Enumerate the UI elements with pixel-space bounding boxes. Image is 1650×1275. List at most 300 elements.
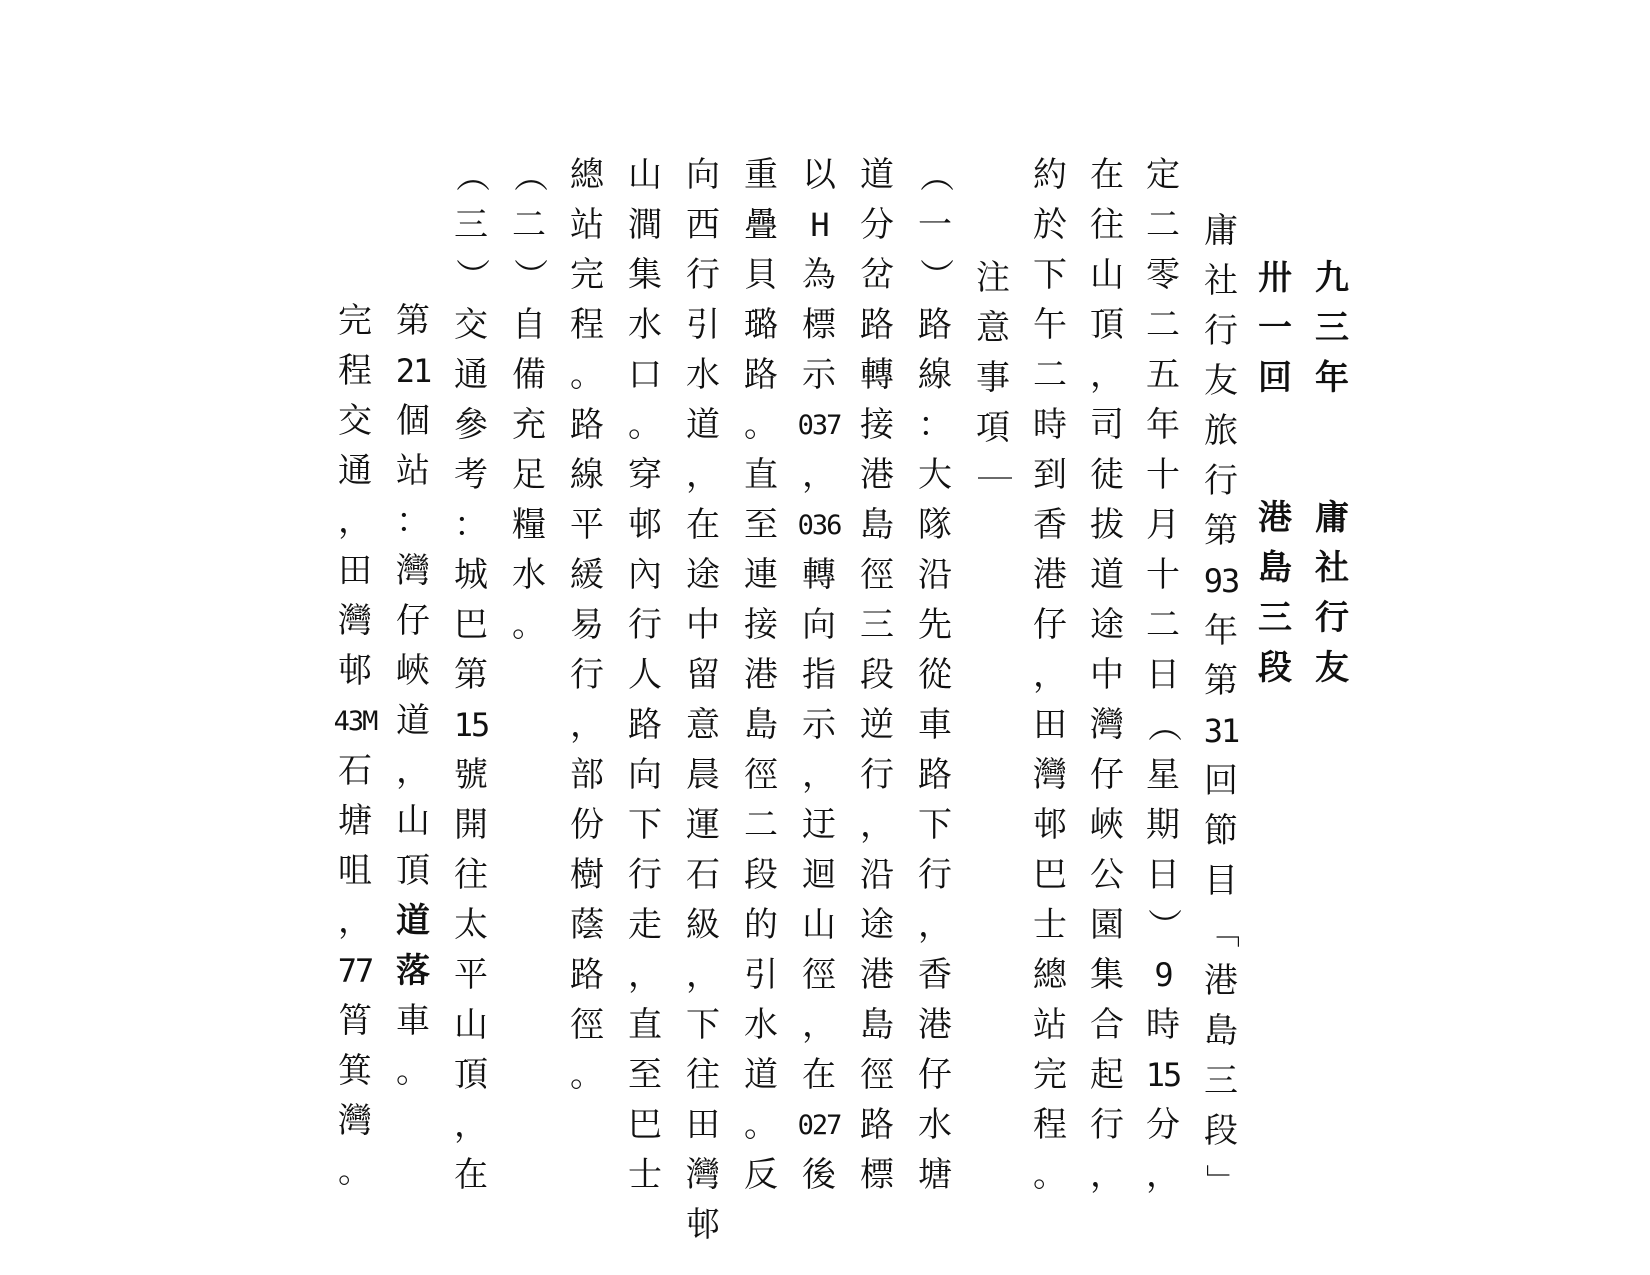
text-char: 沿 — [918, 555, 952, 595]
text-char: 路 — [918, 305, 952, 345]
text-char: 大 — [918, 455, 952, 495]
text-char: 水 — [744, 1005, 778, 1045]
text-char: 五 — [1146, 355, 1180, 395]
text-char: 山 — [802, 905, 836, 945]
text-char: 。 — [744, 405, 778, 445]
text-char: 往 — [686, 1055, 720, 1095]
text-char: 下 — [1033, 255, 1067, 295]
text-char: 總 — [570, 155, 604, 195]
text-char: 示 — [802, 355, 836, 395]
text-char: 塘 — [918, 1155, 952, 1195]
text-char: ｜ — [973, 461, 1013, 495]
text-char: 樹 — [570, 855, 604, 895]
text-char: 石 — [338, 751, 372, 791]
text-char: 。 — [570, 355, 604, 395]
text-char: 園 — [1090, 905, 1124, 945]
text-char: 灣 — [338, 1101, 372, 1141]
text-char: 仔 — [1090, 755, 1124, 795]
text-char: 行 — [628, 855, 662, 895]
text-column-item1-5 — [674, 150, 732, 1250]
text-char: 的 — [744, 905, 778, 945]
text-char: 三 — [860, 605, 894, 645]
text-char: 石 — [686, 855, 720, 895]
text-char: ， — [1090, 1155, 1124, 1195]
text-char: 行 — [628, 605, 662, 645]
text-char: 037 — [797, 409, 841, 441]
header-column-header-club — [1303, 493, 1361, 693]
text-char: 峽 — [1090, 805, 1124, 845]
text-char: 徑 — [802, 955, 836, 995]
text-char: 77 — [337, 952, 373, 990]
text-char: 連 — [744, 555, 778, 595]
text-char: 。 — [396, 1051, 430, 1091]
text-char: 集 — [1090, 955, 1124, 995]
text-char: 平 — [570, 505, 604, 545]
text-char: 邨 — [338, 651, 372, 691]
text-char: 接 — [860, 405, 894, 445]
text-char: 徑 — [570, 1005, 604, 1045]
text-char: 直 — [744, 455, 778, 495]
text-char: 行 — [860, 755, 894, 795]
text-char: 93 — [1203, 562, 1239, 600]
text-char: 第 — [396, 301, 430, 341]
text-column-item2 — [500, 150, 558, 650]
text-char: 田 — [338, 551, 372, 591]
text-char: 引 — [744, 955, 778, 995]
text-char: 田 — [1033, 705, 1067, 745]
text-char: ： — [454, 505, 488, 545]
text-char: （ — [509, 158, 549, 192]
text-char: 島 — [1204, 1011, 1238, 1051]
text-char: 路 — [628, 705, 662, 745]
text-char: H — [810, 206, 828, 244]
text-char: 至 — [744, 505, 778, 545]
text-char: 完 — [570, 255, 604, 295]
text-char: 三 — [1204, 1061, 1238, 1101]
text-char: ， — [686, 955, 720, 995]
text-char: ， — [1090, 355, 1124, 395]
text-char: ， — [338, 501, 372, 541]
text-char: 糧 — [512, 505, 546, 545]
text-char: 二 — [512, 205, 546, 245]
text-column-item1-3 — [790, 150, 848, 1200]
text-char: 站 — [1033, 1005, 1067, 1045]
text-char: ， — [1033, 655, 1067, 695]
text-char: 中 — [686, 605, 720, 645]
text-char: 向 — [686, 155, 720, 195]
text-char: 個 — [396, 401, 430, 441]
text-char: 年 — [1204, 611, 1238, 651]
text-char: 回 — [1258, 358, 1292, 398]
text-char: 仔 — [396, 601, 430, 641]
text-char: 口 — [628, 355, 662, 395]
text-char: 晨 — [686, 755, 720, 795]
text-char: 引 — [686, 305, 720, 345]
text-char: 21 — [395, 352, 431, 390]
text-char: ， — [802, 1005, 836, 1045]
text-char: 道 — [744, 1055, 778, 1095]
text-char: 灣 — [396, 551, 430, 591]
text-char: 頂 — [396, 851, 430, 891]
text-char: ） — [1143, 908, 1183, 942]
text-char: 集 — [628, 255, 662, 295]
text-char: 一 — [1258, 308, 1292, 348]
text-char: 合 — [1090, 1005, 1124, 1045]
text-char: 行 — [918, 855, 952, 895]
text-char: 友 — [1315, 648, 1349, 688]
text-char: 回 — [1204, 761, 1238, 801]
text-char: 線 — [918, 355, 952, 395]
text-char: 在 — [454, 1155, 488, 1195]
text-char: 太 — [454, 905, 488, 945]
text-char: 示 — [802, 705, 836, 745]
text-char: 9 — [1154, 956, 1172, 994]
text-char: 車 — [396, 1001, 430, 1041]
text-char: 邨 — [686, 1205, 720, 1245]
text-char: 指 — [802, 655, 836, 695]
text-char: 頂 — [1090, 305, 1124, 345]
text-char: 轉 — [802, 555, 836, 595]
text-char: 15 — [453, 706, 489, 744]
text-char: 線 — [570, 455, 604, 495]
text-char: 友 — [1204, 361, 1238, 401]
text-char: 十 — [1146, 555, 1180, 595]
text-char: 道 — [1090, 555, 1124, 595]
text-char: 段 — [1258, 648, 1292, 688]
text-char: 下 — [628, 805, 662, 845]
text-char: 036 — [797, 509, 841, 541]
text-char: 總 — [1033, 955, 1067, 995]
text-char: 下 — [686, 1005, 720, 1045]
text-char: 下 — [918, 805, 952, 845]
text-char: 。 — [338, 1151, 372, 1191]
text-char: 港 — [744, 655, 778, 695]
text-char: 起 — [1090, 1055, 1124, 1095]
text-char: 直 — [628, 1005, 662, 1045]
text-column-item1-1 — [906, 150, 964, 1200]
text-char: 島 — [860, 1005, 894, 1045]
text-char: 徑 — [860, 555, 894, 595]
text-column-intro-3 — [1078, 150, 1136, 1200]
text-char: 道 — [860, 155, 894, 195]
text-char: 山 — [454, 1005, 488, 1045]
text-char: 疊 — [744, 205, 778, 245]
text-char: 西 — [686, 205, 720, 245]
text-char: 徑 — [860, 1055, 894, 1095]
text-char: 港 — [918, 1005, 952, 1045]
text-char: 行 — [570, 655, 604, 695]
text-char: 岔 — [860, 255, 894, 295]
text-char: 三 — [454, 205, 488, 245]
text-char: 期 — [1146, 805, 1180, 845]
text-char: （ — [915, 158, 955, 192]
text-char: 二 — [744, 805, 778, 845]
text-char: 水 — [918, 1105, 952, 1145]
text-char: 港 — [860, 455, 894, 495]
text-char: 通 — [454, 355, 488, 395]
text-char: 中 — [1090, 655, 1124, 695]
text-char: 分 — [1146, 1105, 1180, 1145]
text-char: 行 — [1090, 1105, 1124, 1145]
text-char: 目 — [1204, 861, 1238, 901]
text-char: 在 — [1090, 155, 1124, 195]
text-char: 香 — [918, 955, 952, 995]
text-char: 二 — [1146, 605, 1180, 645]
text-char: 二 — [1033, 355, 1067, 395]
text-char: ， — [628, 955, 662, 995]
text-char: 士 — [628, 1155, 662, 1195]
text-char: 以 — [802, 155, 836, 195]
text-char: 時 — [1146, 1005, 1180, 1045]
text-char: 到 — [1033, 455, 1067, 495]
text-char: 緩 — [570, 555, 604, 595]
text-char: 月 — [1146, 505, 1180, 545]
text-char: 午 — [1033, 305, 1067, 345]
text-char: 段 — [744, 855, 778, 895]
text-char: 意 — [686, 705, 720, 745]
text-char: 道 — [686, 405, 720, 445]
text-char: 二 — [1146, 305, 1180, 345]
text-char: 自 — [512, 305, 546, 345]
text-char: 旅 — [1204, 411, 1238, 451]
text-char: 考 — [454, 455, 488, 495]
text-char: 站 — [396, 451, 430, 491]
text-column-intro-2 — [1134, 150, 1192, 1200]
text-char: 穿 — [628, 455, 662, 495]
text-char: 完 — [1033, 1055, 1067, 1095]
text-char: 塘 — [338, 801, 372, 841]
text-char: 事 — [976, 358, 1010, 398]
text-char: 灣 — [1033, 755, 1067, 795]
text-char: 港 — [1033, 555, 1067, 595]
text-char: 43M — [333, 705, 377, 737]
text-char: 車 — [918, 705, 952, 745]
text-char: 山 — [628, 155, 662, 195]
text-column-item1-6 — [616, 150, 674, 1200]
text-char: 完 — [338, 301, 372, 341]
text-char: ： — [396, 501, 430, 541]
text-char: 咀 — [338, 851, 372, 891]
text-char: 31 — [1203, 712, 1239, 750]
text-char: 向 — [802, 605, 836, 645]
text-char: 田 — [686, 1105, 720, 1145]
text-column-notice-title — [964, 253, 1022, 503]
text-char: 約 — [1033, 155, 1067, 195]
text-char: 路 — [918, 755, 952, 795]
header-column-header-route — [1246, 493, 1304, 693]
text-char: 站 — [570, 205, 604, 245]
text-char: 香 — [1033, 505, 1067, 545]
text-column-intro-1 — [1192, 206, 1250, 1206]
text-char: 備 — [512, 355, 546, 395]
text-char: 九 — [1315, 258, 1349, 298]
text-char: 仔 — [918, 1055, 952, 1095]
text-char: 途 — [1090, 605, 1124, 645]
text-char: 零 — [1146, 255, 1180, 295]
text-char: 璐 — [744, 305, 778, 345]
text-char: ， — [802, 755, 836, 795]
text-char: 沿 — [860, 855, 894, 895]
text-char: 行 — [686, 255, 720, 295]
text-char: 巴 — [628, 1105, 662, 1145]
text-column-item3-1 — [442, 150, 500, 1200]
text-char: 三 — [1315, 308, 1349, 348]
text-char: 轉 — [860, 355, 894, 395]
text-char: 在 — [802, 1055, 836, 1095]
text-char: 道 — [396, 901, 430, 941]
text-char: 港 — [1258, 498, 1292, 538]
text-char: 通 — [338, 451, 372, 491]
text-char: ） — [451, 258, 491, 292]
text-char: 庸 — [1204, 211, 1238, 251]
text-char: 內 — [628, 555, 662, 595]
text-char: 節 — [1204, 811, 1238, 851]
text-char: ： — [918, 405, 952, 445]
text-char: （ — [451, 158, 491, 192]
text-char: 年 — [1146, 405, 1180, 445]
text-char: 第 — [1204, 661, 1238, 701]
text-char: 第 — [454, 655, 488, 695]
text-char: 意 — [976, 308, 1010, 348]
text-char: ） — [509, 258, 549, 292]
text-char: 先 — [918, 605, 952, 645]
text-char: 迴 — [802, 855, 836, 895]
text-char: 城 — [454, 555, 488, 595]
text-char: 島 — [1258, 548, 1292, 588]
text-char: 士 — [1033, 905, 1067, 945]
text-char: 在 — [686, 505, 720, 545]
text-char: 於 — [1033, 205, 1067, 245]
text-char: 程 — [1033, 1105, 1067, 1145]
text-char: 社 — [1315, 548, 1349, 588]
text-char: 庸 — [1315, 498, 1349, 538]
text-char: ， — [802, 455, 836, 495]
text-char: 充 — [512, 405, 546, 445]
text-char: 至 — [628, 1055, 662, 1095]
text-char: 為 — [802, 255, 836, 295]
text-char: 易 — [570, 605, 604, 645]
text-char: 途 — [686, 555, 720, 595]
text-char: 灣 — [686, 1155, 720, 1195]
text-char: 路 — [570, 405, 604, 445]
text-char: 「 — [1201, 914, 1241, 948]
text-char: 邨 — [1033, 805, 1067, 845]
text-char: ） — [915, 258, 955, 292]
text-char: 一 — [918, 205, 952, 245]
text-char: 逆 — [860, 705, 894, 745]
text-char: 注 — [976, 258, 1010, 298]
text-char: 交 — [454, 305, 488, 345]
text-char: 開 — [454, 805, 488, 845]
text-char: 段 — [1204, 1111, 1238, 1151]
text-char: 迂 — [802, 805, 836, 845]
text-column-item3-3 — [326, 296, 384, 1196]
text-char: 貝 — [744, 255, 778, 295]
text-char: 反 — [744, 1155, 778, 1195]
text-char: 行 — [1204, 461, 1238, 501]
text-char: 分 — [860, 205, 894, 245]
text-char: 路 — [744, 355, 778, 395]
text-char: ， — [1146, 1155, 1180, 1195]
text-char: ， — [918, 905, 952, 945]
text-char: 三 — [1258, 598, 1292, 638]
text-char: 往 — [454, 855, 488, 895]
text-char: 二 — [1146, 205, 1180, 245]
text-char: 定 — [1146, 155, 1180, 195]
text-column-item1-4 — [732, 150, 790, 1200]
text-char: 路 — [860, 305, 894, 345]
text-char: 第 — [1204, 511, 1238, 551]
text-char: 。 — [1033, 1155, 1067, 1195]
text-char: 交 — [338, 401, 372, 441]
text-char: ， — [860, 805, 894, 845]
text-char: 人 — [628, 655, 662, 695]
text-char: 日 — [1146, 855, 1180, 895]
text-char: 十 — [1146, 455, 1180, 495]
text-column-item1-2 — [848, 150, 906, 1200]
text-char: 仔 — [1033, 605, 1067, 645]
text-char: 留 — [686, 655, 720, 695]
text-char: 島 — [860, 505, 894, 545]
text-char: 程 — [338, 351, 372, 391]
text-char: 。 — [628, 405, 662, 445]
text-char: 從 — [918, 655, 952, 695]
text-char: 蔭 — [570, 905, 604, 945]
text-char: 程 — [570, 305, 604, 345]
text-char: 途 — [860, 905, 894, 945]
text-column-item1-7 — [558, 150, 616, 1100]
text-char: 水 — [686, 355, 720, 395]
text-char: 後 — [802, 1155, 836, 1195]
text-char: 足 — [512, 455, 546, 495]
text-char: 。 — [512, 605, 546, 645]
text-char: 水 — [628, 305, 662, 345]
text-char: 灣 — [1090, 705, 1124, 745]
text-char: 巴 — [1033, 855, 1067, 895]
header-column-header-session — [1246, 253, 1304, 403]
text-char: 徒 — [1090, 455, 1124, 495]
text-char: 日 — [1146, 655, 1180, 695]
text-char: 星 — [1146, 755, 1180, 795]
text-char: 巴 — [454, 605, 488, 645]
header-column-header-year — [1303, 253, 1361, 403]
text-char: 行 — [1315, 598, 1349, 638]
text-char: 島 — [744, 705, 778, 745]
text-char: 027 — [797, 1109, 841, 1141]
text-char: 箕 — [338, 1051, 372, 1091]
text-char: ， — [570, 705, 604, 745]
text-char: 道 — [396, 701, 430, 741]
text-char: 平 — [454, 955, 488, 995]
text-char: 社 — [1204, 261, 1238, 301]
text-char: ， — [686, 455, 720, 495]
text-char: 行 — [1204, 311, 1238, 351]
text-char: 項 — [976, 408, 1010, 448]
text-char: 。 — [744, 1105, 778, 1145]
text-char: 標 — [802, 305, 836, 345]
text-char: 頂 — [454, 1055, 488, 1095]
text-char: 徑 — [744, 755, 778, 795]
text-char: 港 — [860, 955, 894, 995]
text-char: 灣 — [338, 601, 372, 641]
text-char: 接 — [744, 605, 778, 645]
text-char: 15 — [1145, 1056, 1181, 1094]
text-char: 往 — [1090, 205, 1124, 245]
text-char: 時 — [1033, 405, 1067, 445]
text-column-intro-4 — [1021, 150, 1079, 1200]
text-char: 公 — [1090, 855, 1124, 895]
text-char: 標 — [860, 1155, 894, 1195]
